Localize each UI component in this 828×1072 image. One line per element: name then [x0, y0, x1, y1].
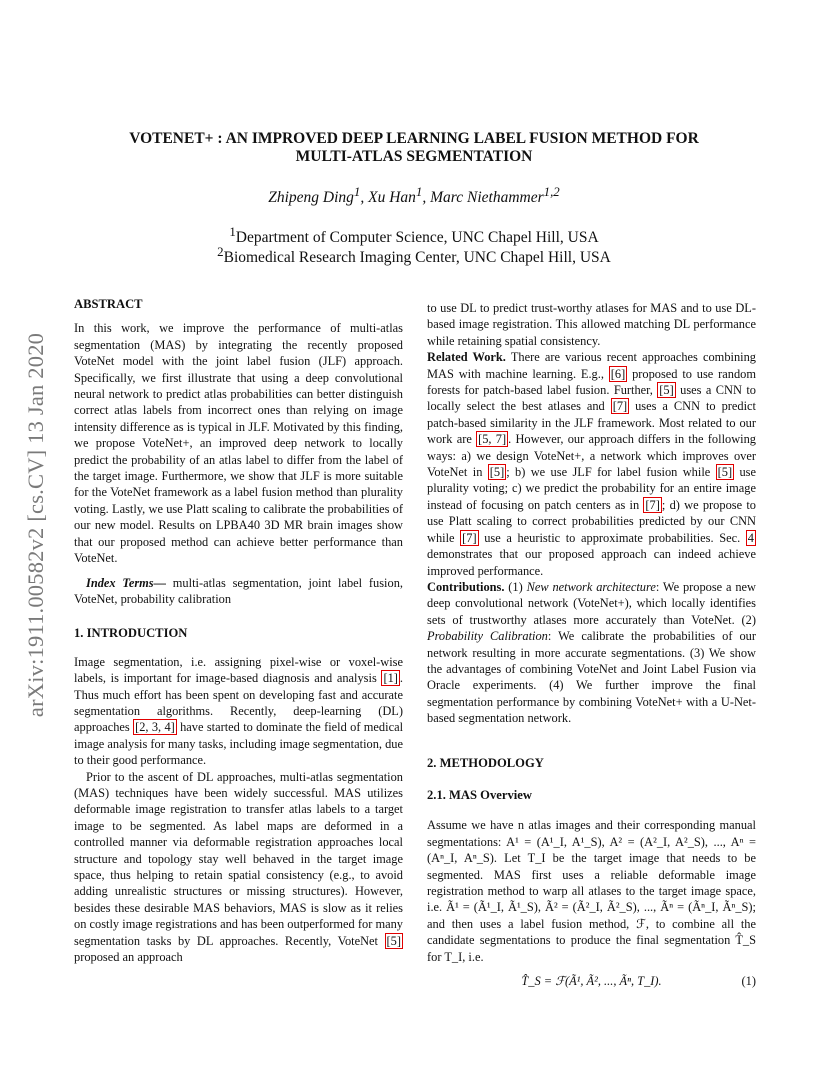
author-affil-mark: 1 [353, 184, 361, 199]
related-work-heading: Related Work. [427, 350, 506, 365]
citation-link[interactable]: [7] [645, 497, 660, 512]
equation-expression: T̂_S = ℱ(Ã¹, Ã², ..., Ãⁿ, T_I). [521, 974, 662, 989]
title-line-1: VOTENET+ : AN IMPROVED DEEP LEARNING LABEL FUSION METHOD FOR [129, 130, 699, 147]
italic-run: New network architecture [526, 579, 656, 594]
text-run: have started to dominate the field of medical image analysis for many tasks, including image segmentation, due to their good performance. [74, 720, 404, 768]
author-name: Marc Niethammer [430, 189, 544, 207]
author-separator: , [422, 189, 431, 207]
text-run: . However, our approach differs in the following ways: a) we design VoteNet+, a network which improves over VoteNet in [427, 432, 756, 480]
right-column [427, 300, 756, 993]
text-run: . Thus much effort has been spent on developing fast and accurate segmentation algorithms. Recently, deep-learning (DL) approaches [74, 671, 403, 735]
index-terms [74, 575, 403, 608]
affiliation-2 [60, 244, 768, 267]
affiliation-text: Biomedical Research Imaging Center, UNC Chapel Hill, USA [223, 249, 611, 267]
citation-link[interactable]: [7] [462, 530, 477, 545]
intro-continuation: to use DL to predict trust-worthy atlases for MAS and to use DL-based image registration. This allowed matching DL performance while retaining spatial consistency. [427, 301, 756, 348]
author-affil-mark: 1,2 [543, 184, 560, 199]
citation-link[interactable]: [5] [717, 465, 733, 480]
text-run: Image segmentation, i.e. assigning pixel-wise or voxel-wise labels, is important for image-based diagnosis and analysis [74, 654, 403, 686]
citation-link[interactable]: [5, 7] [478, 432, 507, 447]
paper-title [60, 130, 768, 166]
affiliation-mark: 2 [217, 244, 224, 259]
index-terms-text: multi-atlas segmentation, joint label fusion, VoteNet, probability calibration [74, 575, 403, 606]
text-run: There are various recent approaches combining MAS with machine learning. E.g., [427, 350, 756, 381]
text-run: use a heuristic to approximate probabilities. Sec. [478, 530, 746, 545]
abstract-heading: ABSTRACT [74, 297, 143, 311]
citation-link[interactable]: [2, 3, 4] [135, 720, 175, 735]
text-run: proposed an approach [74, 950, 183, 965]
citation-link[interactable]: [6] [610, 366, 626, 381]
methodology-heading: 2. METHODOLOGY [427, 755, 544, 770]
left-column [74, 296, 403, 965]
affiliation-mark: 1 [229, 224, 236, 239]
mas-overview-heading: 2.1. MAS Overview [427, 787, 532, 802]
intro-paragraph-2 [74, 769, 403, 966]
equation-number: (1) [741, 974, 756, 989]
contributions-paragraph [427, 579, 756, 727]
text-run: ; b) we use JLF for label fusion while [506, 465, 716, 480]
mas-overview-text: Assume we have n atlas images and their corresponding manual segmentations: A¹ = (A¹_I, A¹_S), A² = (A²_I, A²_S), ..., Aⁿ = (Aⁿ_I, Aⁿ_S). Let T_I be the target image that needs to be segmented. MAS first uses a reliable deformable image registration method to warp all atlases to the target image space, i.e. Ã¹ = (Ã¹_I, Ã¹_S), Ã² = (Ã²_I, Ã²_S), ..., Ãⁿ = (Ãⁿ_I, Ãⁿ_S); and then uses a label fusion method, ℱ, to combine all the candidate segmentations to produce the final segmentation T̂_S for T_I, i.e. [427, 818, 756, 964]
citation-link[interactable]: [7] [612, 399, 628, 414]
abstract-text: In this work, we improve the performance of multi-atlas segmentation (MAS) by integrating the recently proposed VoteNet model with the joint label fusion (JLF) approach. Specifically, we first illustrate that using a deep convolutional neural network to predict atlas probabilities can better distinguish correct atlas labels from incorrect ones than relying on image intensity difference as is typical in JLF. Motivated by this finding, we propose VoteNet+, an improved deep network to locally predict the probability of an atlas label to differ from the label of the target image. Furthermore, we show that JLF is more suitable for the VoteNet framework as a label fusion method than plurality voting. Lastly, we use Platt scaling to calibrate the probabilities of our new model. Results on LPBA40 3D MR brain images show that our proposed method can achieve better performance than VoteNet. [74, 321, 403, 566]
citation-link[interactable]: [1] [383, 671, 398, 686]
contributions-heading: Contributions. [427, 579, 505, 594]
text-run: : We propose a new deep convolutional network (VoteNet+), which locally identifies sets of trustworthy atlases more accurately than VoteNet. (2) [427, 579, 756, 627]
equation-1 [427, 973, 756, 993]
author-name: Xu Han [368, 189, 416, 207]
text-run: uses a CNN to locally select the best atlases and [427, 383, 756, 414]
text-run: Prior to the ascent of DL approaches, multi-atlas segmentation (MAS) techniques have been widely successful. MAS utilizes deformable image registration to transfer atlas labels to a target image to be segmented. As label maps are deformed in a controlled manner via deformable registration approaches local structure and topology stay well behaved in the target image space, thus helping to retain spatial consistency (e.g., to avoid adding unrealistic structures or missing structures). However, besides these desirable MAS behaviors, MAS is slow as it relies on costly image registrations and has been outperformed for many segmentation tasks by DL approaches. Recently, VoteNet [74, 769, 403, 948]
author-list [60, 184, 768, 207]
arxiv-identifier-text: arXiv:1911.00582v2 [cs.CV] 13 Jan 2020 [23, 332, 48, 718]
index-terms-label: Index Terms— [86, 575, 166, 590]
section-link[interactable]: 4 [747, 530, 754, 545]
author-name: Zhipeng Ding [268, 189, 354, 207]
text-run: use plurality voting; c) we predict the probability for an entire image instead of focusing on patch centers as in [427, 465, 756, 512]
text-run: : We calibrate the probabilities of our network resulting in more accurate segmentations. (3) We show the advantages of combining VoteNet and Joint Label Fusion via Oracle experiments. (4) We further improve the final segmentation performance by combining VoteNet+ with a U-Net-based segmentation network. [427, 629, 756, 726]
text-run: proposed to use random forests for patch-based label fusion. Further, [427, 366, 756, 398]
intro-paragraph-1 [74, 654, 403, 769]
citation-link[interactable]: [5] [489, 465, 505, 480]
text-run: demonstrates that our proposed approach can indeed achieve improved performance. [427, 547, 756, 578]
italic-run: Probability Calibration [427, 629, 548, 644]
text-run: uses a CNN to predict patch-based similarity in the JLF framework. Most related to our work are [427, 399, 756, 447]
affiliation-text: Department of Computer Science, UNC Chapel Hill, USA [235, 229, 599, 247]
arxiv-side-identifier [18, 290, 54, 760]
related-work-paragraph [427, 349, 756, 579]
text-run: (1) [504, 579, 527, 594]
title-line-2: MULTI-ATLAS SEGMENTATION [295, 148, 533, 165]
introduction-heading: 1. INTRODUCTION [74, 626, 188, 641]
text-run: ; d) we propose to use Platt scaling to correct probabilities predicted by our CNN while [427, 497, 756, 545]
citation-link[interactable]: [5] [386, 933, 401, 948]
citation-link[interactable]: [5] [659, 383, 674, 398]
author-affil-mark: 1 [415, 184, 423, 199]
author-separator: , [360, 189, 369, 207]
